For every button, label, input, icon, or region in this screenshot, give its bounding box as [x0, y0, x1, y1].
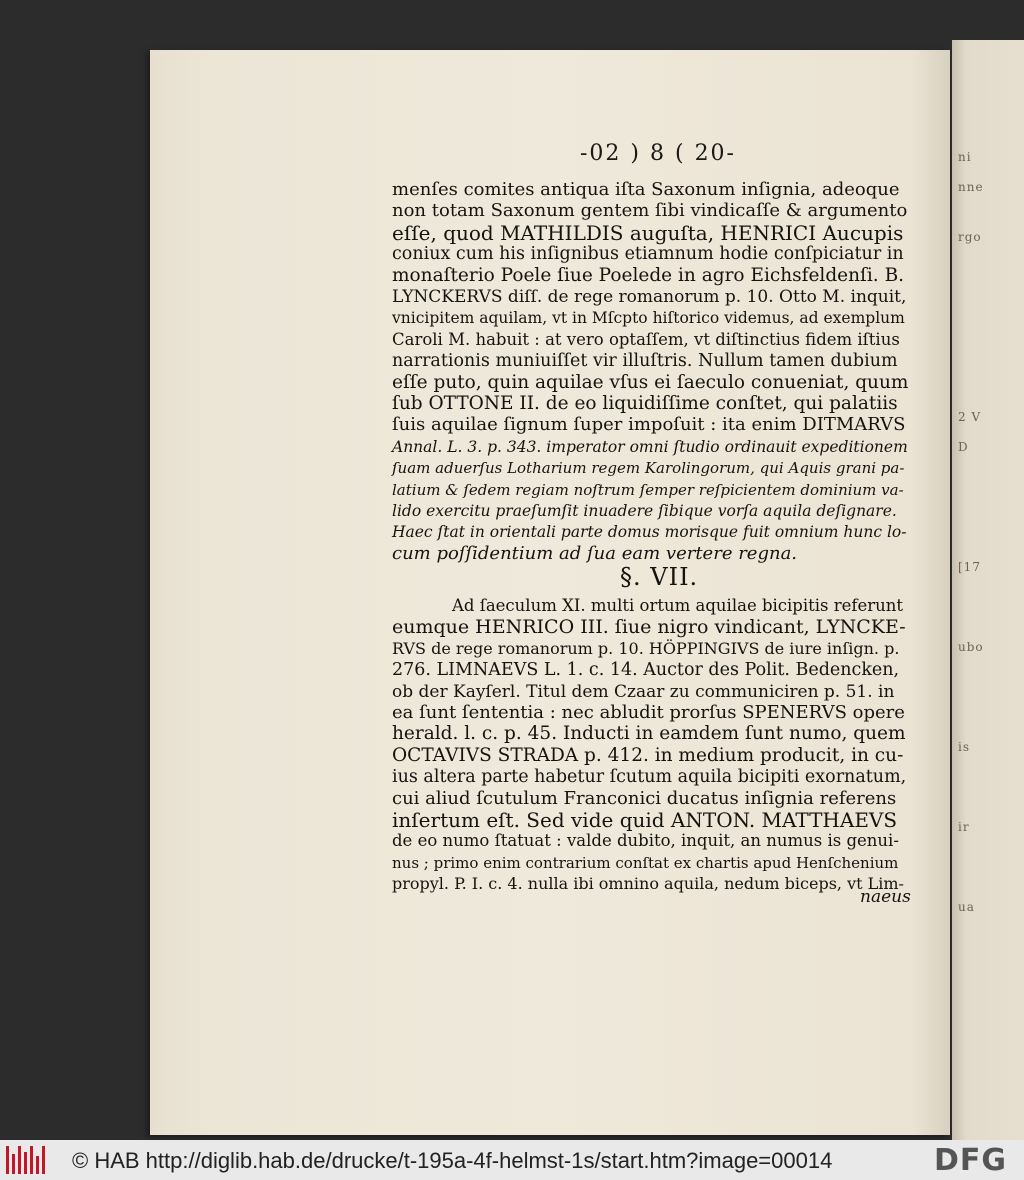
facing-page-fragment: ni	[958, 150, 972, 164]
hab-logo-icon	[6, 1146, 48, 1174]
text-line: ius altera parte habetur ſcutum aquila bicipiti exornatum,	[392, 767, 907, 788]
page-header: -02 ) 8 ( 20-	[580, 141, 736, 166]
text-line: lido exercitu praeſumſit inuadere ſibique vorſa aquila deſignare.	[392, 502, 897, 520]
text-line: Annal. L. 3. p. 343. imperator omni ſtudio ordinauit expeditionem	[392, 437, 908, 456]
facing-page-fragment: is	[958, 740, 970, 754]
text-line: de eo numo ſtatuat : valde dubito, inquit, an numus is genui-	[392, 831, 899, 851]
facing-page-fragment: D	[958, 440, 969, 454]
facing-page-fragment: [17	[958, 560, 981, 574]
facing-page-fragment: rgo	[958, 230, 982, 244]
text-line: RVS de rege romanorum p. 10. HÖPPINGIVS de iure inſign. p.	[392, 638, 900, 658]
text-line: ea ſunt ſententia : nec abludit prorſus SPENERVS opere	[392, 702, 905, 723]
text-line: ob der Kayſerl. Titul dem Czaar zu communiciren p. 51. in	[392, 681, 895, 702]
dfg-logo: DFG	[934, 1143, 1008, 1178]
text-line: herald. l. c. p. 45. Inducti in eamdem ſunt numo, quem	[392, 723, 906, 745]
text-line: nus ; primo enim contrarium conſtat ex chartis apud Henſchenium	[392, 853, 899, 872]
viewer-footer	[0, 1140, 1024, 1180]
text-line: eſſe puto, quin aquilae vſus ei ſaeculo conueniat, quum	[392, 371, 909, 393]
text-line: LYNCKERVS diſſ. de rege romanorum p. 10. Otto M. inquit,	[392, 287, 907, 307]
facing-page-fragment: 2 V	[958, 410, 982, 424]
source-url[interactable]: © HAB http://diglib.hab.de/drucke/t-195a-4f-helmst-1s/start.htm?image=00014	[72, 1148, 833, 1173]
text-line: non totam Saxonum gentem ſibi vindicaſſe & argumento	[392, 200, 908, 222]
facing-page-fragment: nne	[958, 180, 984, 194]
text-line: latium & ſedem regiam noſtrum ſemper reſpicientem dominium va-	[392, 480, 904, 499]
text-line: cum poſſidentium ad ſua eam vertere regna.	[392, 542, 798, 564]
text-line: propyl. P. I. c. 4. nulla ibi omnino aquila, nedum biceps, vt Lim-	[392, 874, 904, 894]
text-line: ſuis aquilae ſignum ſuper impoſuit : ita enim DITMARVS	[392, 414, 906, 436]
text-line: menſes comites antiqua iſta Saxonum inſignia, adeoque	[392, 179, 900, 200]
text-line: vnicipitem aquilam, vt in Mſcpto hiſtorico videmus, ad exemplum	[392, 309, 905, 328]
facing-page-edge	[952, 40, 1024, 1140]
text-line: eumque HENRICO III. ſiue nigro vindicant, LYNCKE-	[392, 616, 906, 639]
text-line: ſuam aduerſus Lotharium regem Karolingorum, qui Aquis grani pa-	[392, 459, 905, 478]
text-line: Ad ſaeculum XI. multi ortum aquilae bicipitis referunt	[452, 596, 904, 615]
catchword: naeus	[860, 887, 911, 907]
section-title: §. VII.	[620, 563, 699, 591]
text-line: inſertum eſt. Sed vide quid ANTON. MATTHAEVS	[392, 808, 898, 832]
text-line: coniux cum his inſignibus etiamnum hodie conſpiciatur in	[392, 244, 904, 265]
facing-page-fragment: ir	[958, 820, 970, 834]
facing-page-fragment: ua	[958, 900, 975, 914]
text-line: Caroli M. habuit : at vero optaſſem, vt diſtinctius fidem iſtius	[392, 329, 900, 349]
text-line: cui aliud ſcutulum Franconici ducatus inſignia referens	[392, 787, 897, 809]
text-line: OCTAVIVS STRADA p. 412. in medium producit, in cu-	[392, 744, 904, 766]
text-line: Haec ſtat in orientali parte domus morisque fuit omnium hunc lo-	[392, 523, 907, 542]
text-line: ſub OTTONE II. de eo liquidiſſime conſtet, qui palatiis	[392, 393, 898, 414]
text-line: 276. LIMNAEVS L. 1. c. 14. Auctor des Polit. Bedencken,	[392, 660, 900, 681]
facing-page-fragment: ubo	[958, 640, 984, 654]
text-line: monaſterio Poele ſiue Poelede in agro Eichsfeldenſi. B.	[392, 264, 905, 286]
text-line: narrationis muniuiſſet vir illuſtris. Nullum tamen dubium	[392, 351, 898, 372]
text-line: eſſe, quod MATHILDIS auguſta, HENRICI Aucupis	[392, 220, 904, 245]
